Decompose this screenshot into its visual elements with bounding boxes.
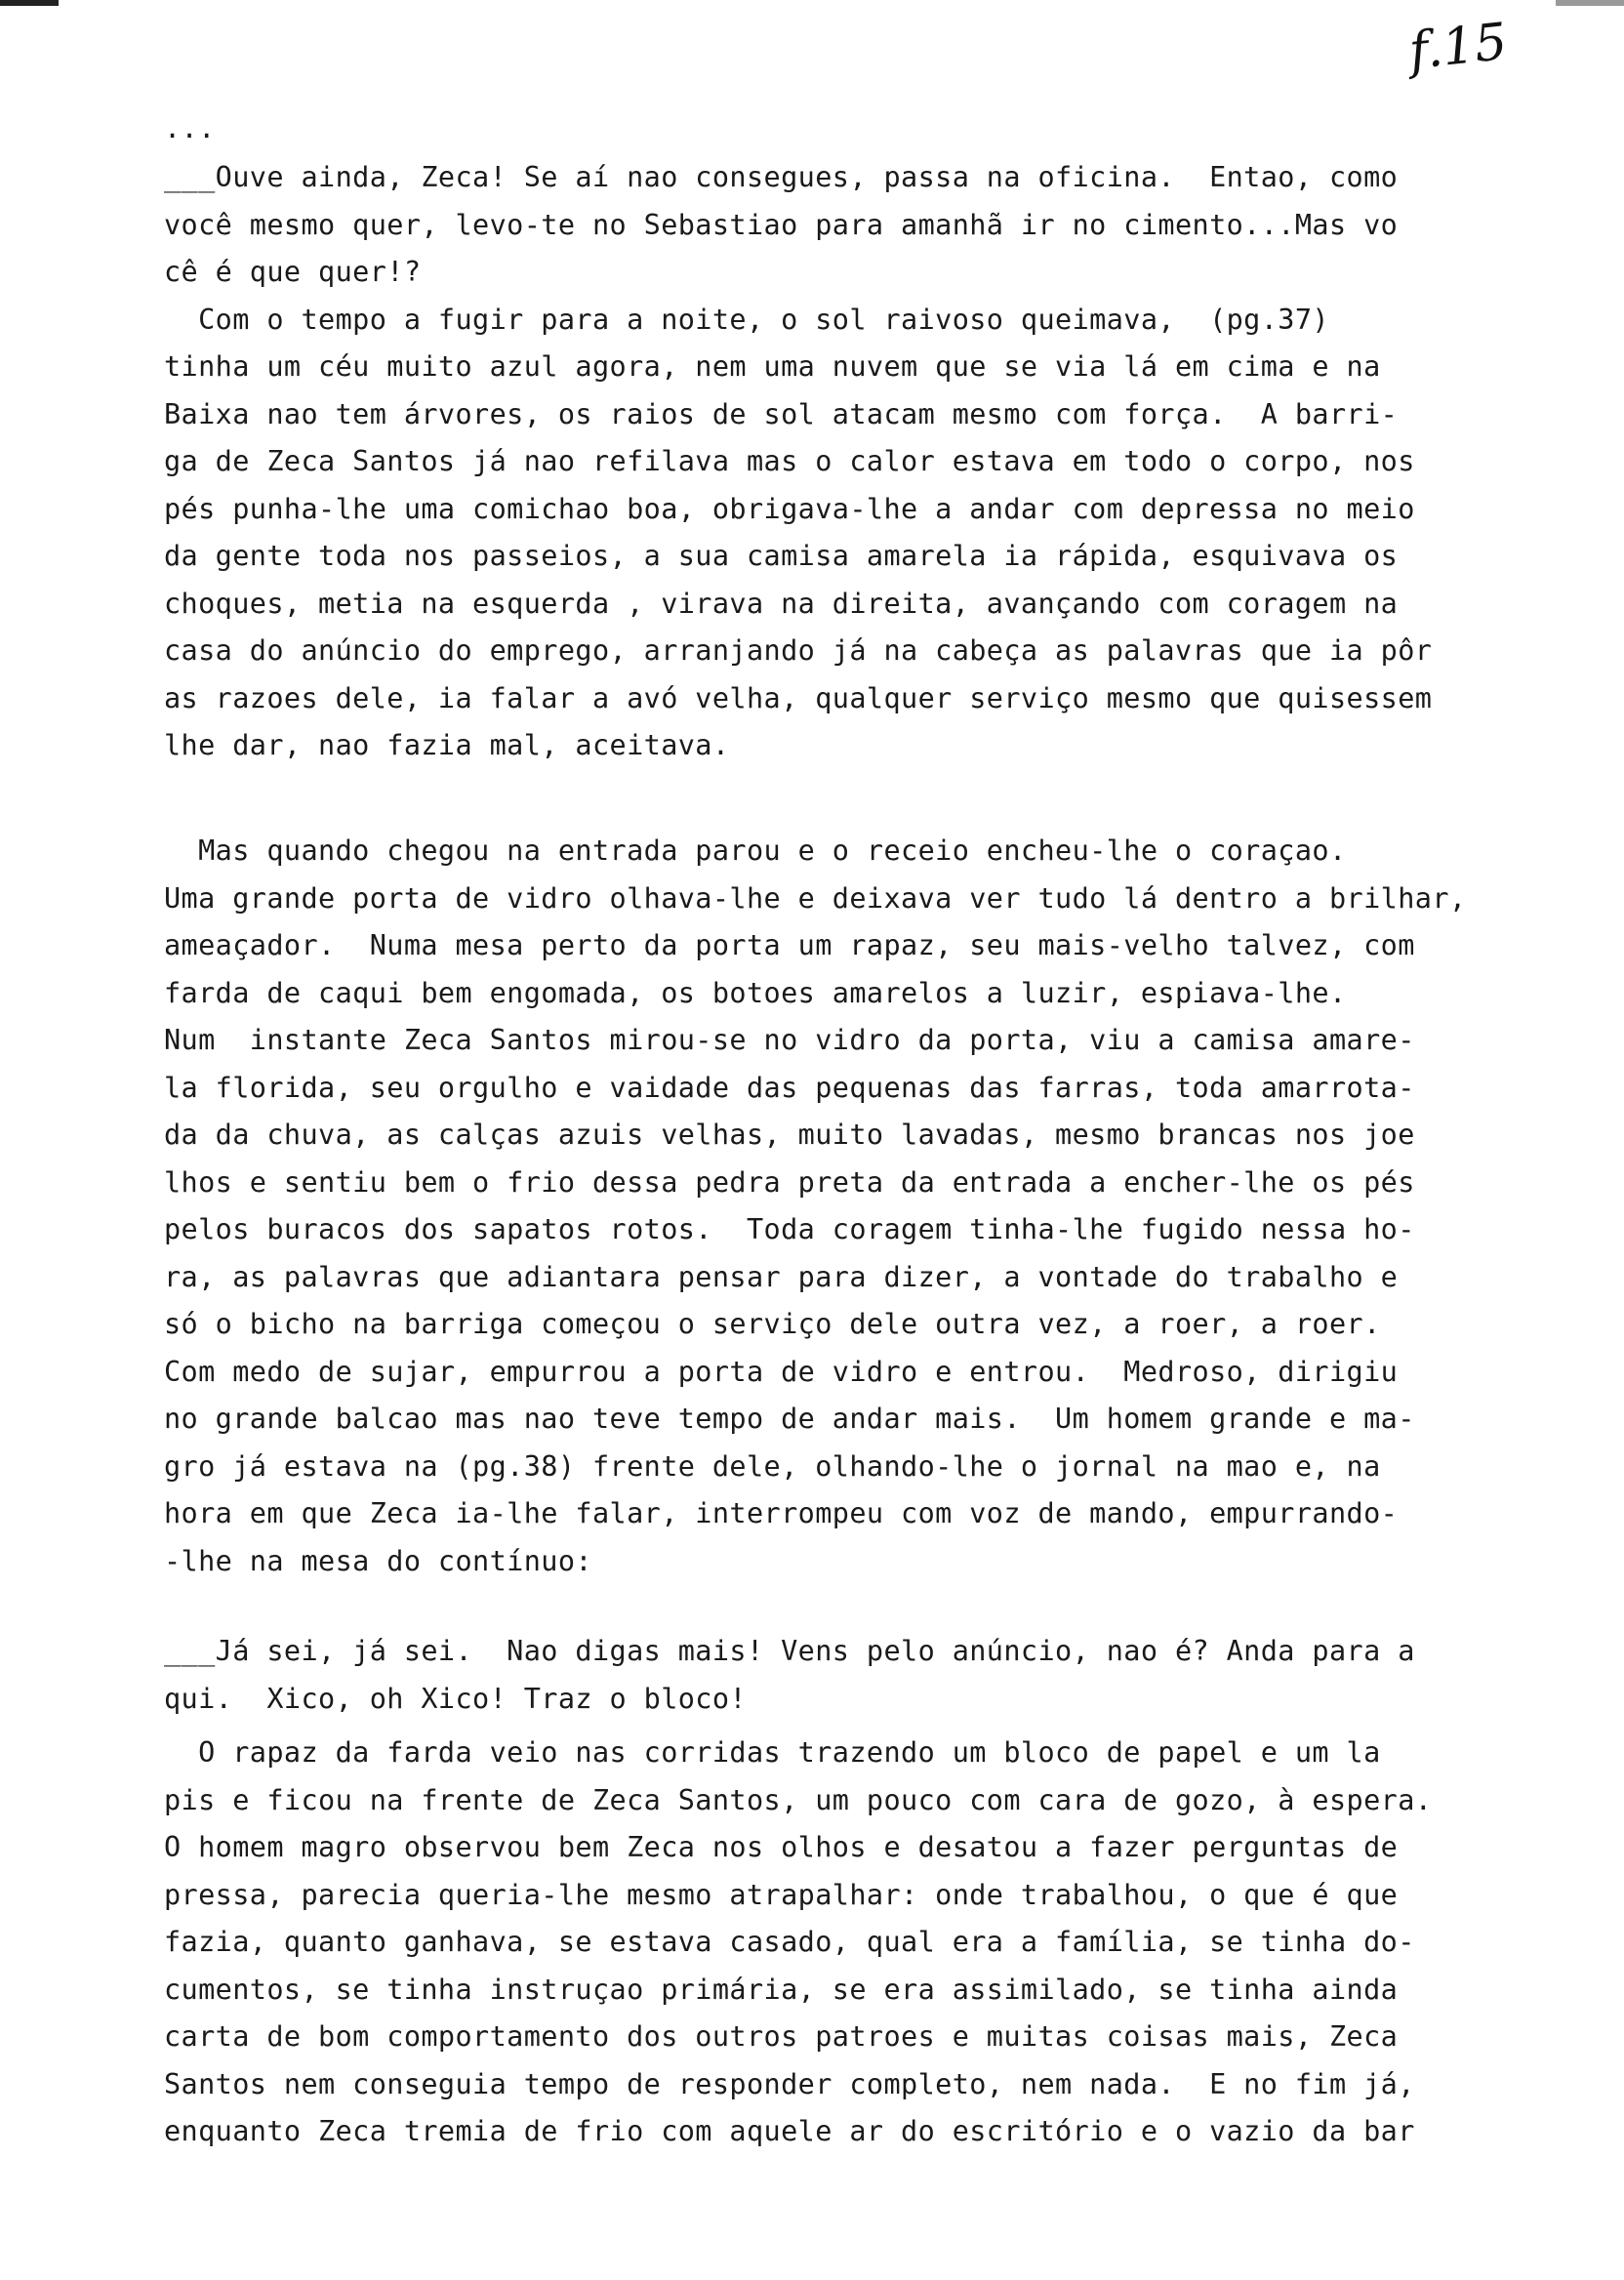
text-line: você mesmo quer, levo-te no Sebastiao para amanhã ir no cimento...Mas vo [164,208,1399,241]
text-line: Com medo de sujar, empurrou a porta de vidro e entrou. Medroso, dirigiu [164,1355,1399,1388]
text-line: no grande balcao mas nao teve tempo de andar mais. Um homem grande e ma- [164,1403,1415,1435]
text-line: pelos buracos dos sapatos rotos. Toda coragem tinha-lhe fugido nessa ho- [164,1213,1415,1245]
paragraph-3 [164,1628,1491,1723]
text-line: tinha um céu muito azul agora, nem uma nuvem que se via lá em cima e na [164,350,1381,383]
text-line: O homem magro observou bem Zeca nos olhos e desatou a fazer perguntas de [164,1831,1399,1863]
text-line: Uma grande porta de vidro olhava-lhe e deixava ver tudo lá dentro a brilhar, [164,881,1467,915]
text-line: ___Ouve ainda, Zeca! Se aí nao consegues, passa na oficina. Entao, como [164,161,1399,193]
text-line: lhos e sentiu bem o frio dessa pedra preta da entrada a encher-lhe os pés [164,1165,1415,1199]
text-line: O rapaz da farda veio nas corridas trazendo um bloco de papel e um la [164,1736,1381,1769]
text-line: gro já estava na (pg.38) frente dele, olhando-lhe o jornal na mao e, na [164,1449,1381,1483]
text-line: ra, as palavras que adiantara pensar para dizer, a vontade do trabalho e [164,1260,1399,1293]
text-line: da gente toda nos passeios, a sua camisa amarela ia rápida, esquivava os [164,540,1399,572]
text-line: carta de bom comportamento dos outros patroes e muitas coisas mais, Zeca [164,2020,1399,2053]
text-line: choques, metia na esquerda , virava na direita, avançando com coragem na [164,587,1399,620]
text-line: Baixa nao tem árvores, os raios de sol atacam mesmo com força. A barri- [164,397,1399,430]
text-line: hora em que Zeca ia-lhe falar, interrompeu com voz de mando, empurrando- [164,1497,1399,1529]
text-line: Mas quando chegou na entrada parou e o receio encheu-lhe o coraçao. [164,835,1347,867]
text-line: ga de Zeca Santos já nao refilava mas o calor estava em todo o corpo, nos [164,445,1415,477]
paragraph-2 [164,828,1491,1585]
text-line: qui. Xico, oh Xico! Traz o bloco! [164,1682,747,1715]
text-line: cumentos, se tinha instruçao primária, se era assimilado, se tinha ainda [164,1973,1399,2006]
text-line: ameaçador. Numa mesa perto da porta um rapaz, seu mais-velho talvez, com [164,929,1415,961]
scan-corner-mark [1556,0,1624,6]
text-line: só o bicho na barriga começou o serviço dele outra vez, a roer, a roer. [164,1308,1381,1340]
text-line: enquanto Zeca tremia de frio com aquele ar do escritório e o vazio da bar [164,2115,1415,2147]
ellipsis: ... [164,112,216,144]
text-line: Santos nem conseguia tempo de responder completo, nem nada. E no fim já, [164,2067,1415,2100]
text-line: pressa, parecia queria-lhe mesmo atrapalhar: onde trabalhou, o que é que [164,1878,1399,1911]
text-line: -lhe na mesa do contínuo: [164,1544,592,1577]
text-line: Num instante Zeca Santos mirou-se no vidro da porta, viu a camisa amare- [164,1024,1415,1056]
text-line: fazia, quanto ganhava, se estava casado, qual era a família, se tinha do- [164,1926,1415,1958]
text-line: lhe dar, nao fazia mal, aceitava. [164,729,730,761]
text-line: pés punha-lhe uma comichao boa, obrigava-lhe a andar com depressa no meio [164,492,1415,525]
text-line: as razoes dele, ia falar a avó velha, qualquer serviço mesmo que quisessem [164,681,1433,714]
text-line: da da chuva, as calças azuis velhas, muito lavadas, mesmo brancas nos joe [164,1119,1415,1151]
text-line: farda de caqui bem engomada, os botoes amarelos a luzir, espiava-lhe. [164,976,1347,1009]
text-line: casa do anúncio do emprego, arranjando já na cabeça as palavras que ia pôr [164,634,1433,667]
text-line: cê é que quer!? [164,256,422,288]
folio-number: f.15 [1406,12,1510,82]
scan-corner-mark [0,0,59,6]
text-line: ___Já sei, já sei. Nao digas mais! Vens pelo anúncio, nao é? Anda para a [164,1635,1415,1667]
paragraph-4 [164,1730,1491,2156]
paragraph-1 [164,154,1491,770]
text-line: pis e ficou na frente de Zeca Santos, um pouco com cara de gozo, à espera. [164,1783,1433,1816]
text-line: Com o tempo a fugir para a noite, o sol raivoso queimava, (pg.37) [164,303,1329,336]
text-line: la florida, seu orgulho e vaidade das pequenas das farras, toda amarrota- [164,1071,1415,1104]
